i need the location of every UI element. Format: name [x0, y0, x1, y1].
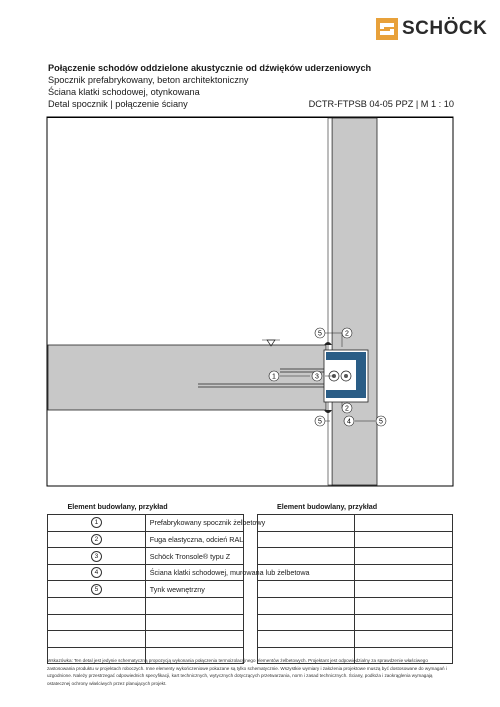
legend-row-4: 4 Ściana klatki schodowej, murowana lub żelbetowa [48, 564, 453, 581]
subtitle-wall: Ściana klatki schodowej, otynkowana [48, 87, 200, 97]
drawing-frame [47, 117, 453, 486]
callout-5-top [315, 328, 325, 338]
legend-item-label: Schöck Tronsole® typu Z [145, 548, 243, 565]
svg-text:5: 5 [318, 330, 322, 338]
legend-row-1: 1 Prefabrykowany spocznik żelbetowy [48, 515, 453, 532]
callout-1 [269, 371, 279, 381]
legend-left-header: Element budowlany, przykład [48, 499, 244, 515]
legend-row-3: 3 Schöck Tronsole® typu Z [48, 548, 453, 565]
legend-item-label: Fuga elastyczna, odcień RAL [145, 531, 243, 548]
svg-text:5: 5 [318, 418, 322, 426]
legend-item-label: Prefabrykowany spocznik żelbetowy [145, 515, 243, 532]
legend-table [47, 499, 453, 664]
svg-text:2: 2 [345, 405, 349, 413]
drawing-code: DCTR-FTPSB 04-05 PPZ | M 1 : 10 [308, 99, 454, 109]
callout-2-bottom [342, 403, 352, 413]
document-title: Połączenie schodów oddzielone akustycznie od dźwięków uderzeniowych [48, 63, 372, 73]
footer-note: Wskazówka: Ten detal jest jedynie schematyczną propozycją wykonania połączenia termoizolacyjnego elementów żelbetowych. Projektant jest odpowiedzialny za sprawdzenie właściwego zastosowania produktu w projektach roboczych. Inne elementy wykończeniowe pokazane są tylko schematycznie. Wszystkie wymiary i założenia projektowe muszą być dostosowane do wymagań i uzgodnione. Należy przestrzegać odpowiednich specyfikacji, kart technicznych, wytycznych dotyczących przetwarzania, norm i zasad technicznych. Ściany, podłoża i zaokrąglenia wymagają ostatecznej ochrony właściwych przez planujących projekt. [47, 658, 447, 686]
subtitle-detail: Detal spocznik | połączenie ściany [48, 99, 188, 109]
brand-name: SCHÖCK [402, 18, 488, 39]
legend-row-empty [48, 598, 453, 615]
stairwell-wall [332, 118, 377, 485]
precast-landing [48, 345, 326, 410]
legend-row-empty [48, 631, 453, 648]
svg-text:3: 3 [315, 373, 319, 381]
legend-right-header: Element budowlany, przykład [257, 499, 453, 515]
legend-item-label: Tynk wewnętrzny [145, 581, 243, 598]
svg-text:5: 5 [379, 418, 383, 426]
callout-2-top [342, 328, 352, 338]
legend-item-label: Ściana klatki schodowej, murowana lub żelbetowa [145, 564, 243, 581]
svg-text:2: 2 [345, 330, 349, 338]
callout-5-right [376, 416, 386, 426]
legend-row-empty [48, 614, 453, 631]
callout-4 [344, 416, 354, 426]
callout-5-left [315, 416, 325, 426]
legend-row-2: 2 Fuga elastyczna, odcień RAL [48, 531, 453, 548]
svg-text:1: 1 [272, 373, 276, 381]
wall-plaster [328, 118, 332, 485]
svg-text:4: 4 [347, 418, 351, 426]
subtitle-landing: Spocznik prefabrykowany, beton architektoniczny [48, 75, 249, 85]
legend-row-5: 5 Tynk wewnętrzny [48, 581, 453, 598]
callout-3 [312, 371, 322, 381]
